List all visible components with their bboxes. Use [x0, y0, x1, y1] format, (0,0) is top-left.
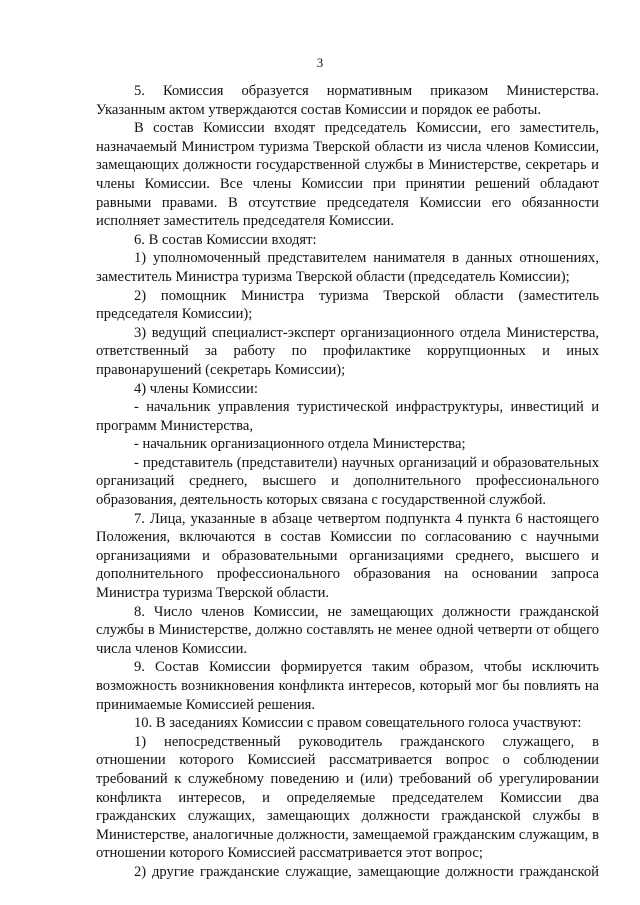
page-number: 3 — [316, 55, 324, 70]
paragraph-6-item-4-member-2: - начальник организационного отдела Министерства; — [134, 436, 466, 453]
paragraph-5: 5. Комиссия образуется нормативным приказом Министерства. Указанным актом утверждаются состав Комиссии и порядок ее работы. — [96, 83, 599, 118]
paragraph-9: 9. Состав Комиссии формируется таким образом, чтобы исключить возможность возникновения конфликта интересов, который мог бы повлиять на принимаемые Комиссией решения. — [96, 659, 599, 713]
paragraph-6-item-4-member-3: - представитель (представители) научных организаций и образовательных организаций среднего, высшего и дополнительного профессионального образования, деятельность которых связана с государственной службой. — [96, 454, 599, 509]
paragraph-6: 6. В состав Комиссии входят: — [134, 231, 317, 248]
paragraph-5-composition: В состав Комиссии входят председатель Комиссии, его заместитель, назначаемый Министром туризма Тверской области из числа членов Комиссии, замещающих должности государственной службы в Министерстве, секретарь и члены Комиссии. Все члены Комиссии при принятии решений обладают равными правами. В отсутствие председателя Комиссии его обязанности исполняет заместитель председателя Комиссии. — [96, 120, 599, 230]
paragraph-6-item-4: 4) члены Комиссии: — [134, 380, 258, 397]
paragraph-10: 10. В заседаниях Комиссии с правом совещательного голоса участвуют: — [134, 715, 582, 732]
paragraph-6-item-3: 3) ведущий специалист-эксперт организационного отдела Министерства, ответственный за работу по профилактике коррупционных и иных правонарушений (секретарь Комиссии); — [96, 324, 599, 378]
paragraph-6-item-1: 1) уполномоченный представителем нанимателя в данных отношениях, заместитель Министра туризма Тверской области (председатель Комиссии); — [96, 250, 599, 285]
paragraph-10-item-2: 2) другие гражданские служащие, замещающие должности гражданской — [134, 863, 599, 880]
paragraph-10-item-1: 1) непосредственный руководитель гражданского служащего, в отношении которого Комиссией рассматривается вопрос о соблюдении требований к служебному поведению и (или) требований об урегулировании конфликта интересов, и определяемые председателем Комиссии два гражданских служащих, замещающих должности гражданской службы в Министерстве, аналогичные должности, замещаемой гражданским служащим, в отношении которого Комиссией рассматривается этот вопрос; — [96, 733, 599, 862]
document-body — [96, 82, 599, 882]
paragraph-8: 8. Число членов Комиссии, не замещающих должности гражданской службы в Министерстве, должно составлять не менее одной четверти от общего числа членов Комиссии. — [96, 603, 599, 657]
paragraph-6-item-2: 2) помощник Министра туризма Тверской области (заместитель председателя Комиссии); — [96, 287, 599, 323]
paragraph-6-item-4-member-1: - начальник управления туристической инфраструктуры, инвестиций и программ Министерства, — [96, 399, 599, 434]
paragraph-7: 7. Лица, указанные в абзаце четвертом подпункта 4 пункта 6 настоящего Положения, включаются в состав Комиссии по согласованию с научными организациями и образовательными организациями среднего, высшего и дополнительного профессионального образования на основании запроса Министра туризма Тверской области. — [96, 510, 599, 602]
